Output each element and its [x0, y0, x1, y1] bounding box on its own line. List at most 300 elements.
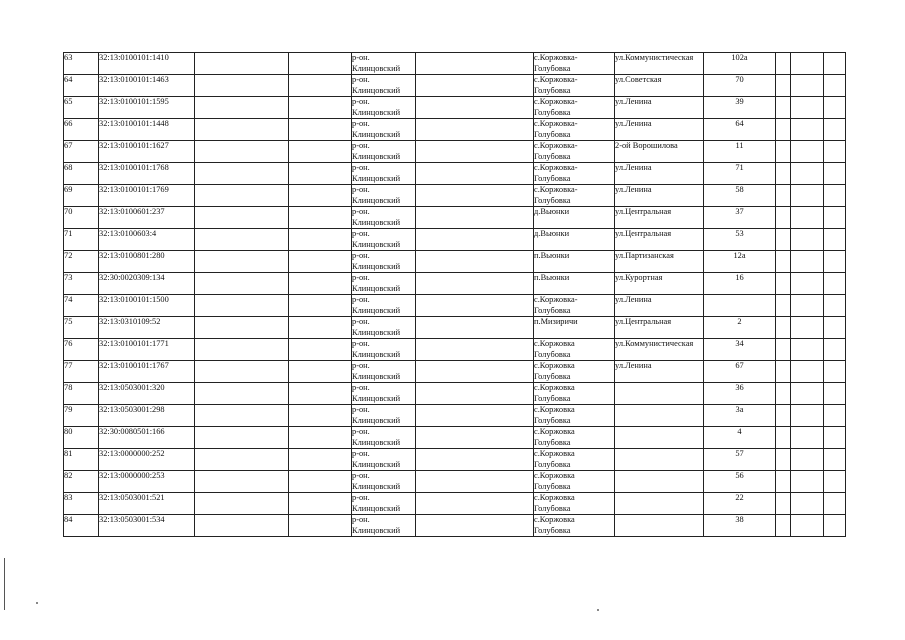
row-number: 76 — [64, 339, 73, 348]
district-cell — [352, 515, 416, 537]
empty-cell — [289, 361, 352, 383]
row-number: 71 — [64, 229, 73, 238]
cadastral-number: 32:13:0000000:252 — [99, 449, 165, 458]
empty-cell — [289, 471, 352, 493]
district-cell — [352, 383, 416, 405]
row-number-cell — [64, 75, 99, 97]
row-number: 70 — [64, 207, 73, 216]
district-name: Клинцовский — [352, 63, 401, 73]
cadastral-number: 32:13:0100101:1769 — [99, 185, 169, 194]
house-number: 36 — [735, 383, 744, 392]
empty-cell — [289, 251, 352, 273]
street-name: ул.Ленина — [615, 119, 652, 128]
cadastral-number-cell — [99, 471, 195, 493]
house-number-cell — [704, 317, 776, 339]
empty-cell — [416, 207, 534, 229]
street-cell — [615, 427, 704, 449]
cadastral-number-cell — [99, 361, 195, 383]
street-cell — [615, 97, 704, 119]
locality-cell — [534, 185, 615, 207]
empty-cell — [791, 207, 824, 229]
row-number-cell — [64, 449, 99, 471]
empty-cell — [824, 53, 846, 75]
empty-cell — [824, 273, 846, 295]
house-number-cell — [704, 493, 776, 515]
street-name: ул.Советская — [615, 75, 662, 84]
cadastral-number: 32:13:0100101:1768 — [99, 163, 169, 172]
row-number-cell — [64, 273, 99, 295]
house-number-cell — [704, 229, 776, 251]
street-cell — [615, 251, 704, 273]
row-number-cell — [64, 471, 99, 493]
cadastral-number-cell — [99, 317, 195, 339]
empty-cell — [416, 185, 534, 207]
locality-name-continued: Голубовка — [534, 173, 571, 183]
locality-cell — [534, 493, 615, 515]
empty-cell — [416, 119, 534, 141]
empty-cell — [791, 163, 824, 185]
district-cell — [352, 251, 416, 273]
empty-cell — [824, 471, 846, 493]
street-cell — [615, 405, 704, 427]
street-cell — [615, 295, 704, 317]
empty-cell — [824, 493, 846, 515]
district-name: Клинцовский — [352, 239, 401, 249]
locality-cell — [534, 339, 615, 361]
row-number: 83 — [64, 493, 73, 502]
cadastral-number: 32:13:0100101:1771 — [99, 339, 169, 348]
empty-cell — [791, 141, 824, 163]
house-number-cell — [704, 141, 776, 163]
district-name: Клинцовский — [352, 173, 401, 183]
empty-cell — [289, 229, 352, 251]
table-row — [64, 251, 846, 273]
locality-cell — [534, 383, 615, 405]
empty-cell — [195, 229, 289, 251]
cadastral-number-cell — [99, 53, 195, 75]
district-cell — [352, 493, 416, 515]
house-number: 34 — [735, 339, 744, 348]
empty-cell — [824, 317, 846, 339]
empty-cell — [195, 383, 289, 405]
cadastral-number: 32:13:0100101:1767 — [99, 361, 169, 370]
empty-cell — [824, 119, 846, 141]
empty-cell — [776, 295, 791, 317]
empty-cell — [289, 427, 352, 449]
empty-cell — [776, 273, 791, 295]
empty-cell — [776, 493, 791, 515]
row-number-cell — [64, 119, 99, 141]
district-cell — [352, 405, 416, 427]
locality-cell — [534, 141, 615, 163]
cadastral-number-cell — [99, 229, 195, 251]
house-number-cell — [704, 207, 776, 229]
row-number-cell — [64, 207, 99, 229]
empty-cell — [416, 449, 534, 471]
street-cell — [615, 75, 704, 97]
cadastral-number: 32:13:0100101:1595 — [99, 97, 169, 106]
cadastral-number-cell — [99, 185, 195, 207]
house-number: 56 — [735, 471, 744, 480]
locality-name: с.Коржовка — [534, 339, 575, 348]
empty-cell — [776, 163, 791, 185]
empty-cell — [824, 383, 846, 405]
empty-cell — [195, 207, 289, 229]
empty-cell — [416, 163, 534, 185]
district-prefix: р-он. — [352, 471, 370, 480]
empty-cell — [289, 493, 352, 515]
empty-cell — [289, 515, 352, 537]
row-number: 68 — [64, 163, 73, 172]
house-number: 2 — [737, 317, 742, 326]
locality-name: с.Коржовка — [534, 515, 575, 524]
cadastral-number: 32:13:0100801:280 — [99, 251, 165, 260]
empty-cell — [824, 361, 846, 383]
house-number: 4 — [737, 427, 742, 436]
row-number-cell — [64, 493, 99, 515]
district-cell — [352, 339, 416, 361]
empty-cell — [776, 515, 791, 537]
street-cell — [615, 471, 704, 493]
district-prefix: р-он. — [352, 119, 370, 128]
cadastral-number-cell — [99, 295, 195, 317]
empty-cell — [824, 515, 846, 537]
empty-cell — [195, 405, 289, 427]
empty-cell — [416, 53, 534, 75]
district-prefix: р-он. — [352, 185, 370, 194]
cadastral-number: 32:13:0100603:4 — [99, 229, 157, 238]
house-number-cell — [704, 185, 776, 207]
district-prefix: р-он. — [352, 295, 370, 304]
district-prefix: р-он. — [352, 273, 370, 282]
table-row — [64, 405, 846, 427]
empty-cell — [195, 185, 289, 207]
cadastral-number-cell — [99, 339, 195, 361]
table-row — [64, 207, 846, 229]
locality-cell — [534, 273, 615, 295]
district-cell — [352, 229, 416, 251]
cadastral-number: 32:13:0503001:320 — [99, 383, 165, 392]
table-row — [64, 75, 846, 97]
district-prefix: р-он. — [352, 141, 370, 150]
empty-cell — [776, 119, 791, 141]
empty-cell — [791, 97, 824, 119]
empty-cell — [289, 75, 352, 97]
empty-cell — [195, 163, 289, 185]
empty-cell — [289, 405, 352, 427]
cadastral-number: 32:13:0100101:1463 — [99, 75, 169, 84]
row-number: 66 — [64, 119, 73, 128]
locality-cell — [534, 251, 615, 273]
house-number-cell — [704, 273, 776, 295]
district-name: Клинцовский — [352, 129, 401, 139]
locality-name: с.Коржовка- — [534, 119, 578, 128]
row-number-cell — [64, 515, 99, 537]
locality-name-continued: Голубовка — [534, 481, 571, 491]
cadastral-number: 32:13:0503001:534 — [99, 515, 165, 524]
empty-cell — [416, 229, 534, 251]
district-name: Клинцовский — [352, 349, 401, 359]
empty-cell — [824, 295, 846, 317]
row-number: 78 — [64, 383, 73, 392]
cadastral-number-cell — [99, 405, 195, 427]
house-number-cell — [704, 339, 776, 361]
locality-name: с.Коржовка — [534, 427, 575, 436]
district-name: Клинцовский — [352, 503, 401, 513]
empty-cell — [791, 273, 824, 295]
street-name: ул.Центральная — [615, 207, 672, 216]
empty-cell — [791, 361, 824, 383]
locality-cell — [534, 449, 615, 471]
district-name: Клинцовский — [352, 305, 401, 315]
cadastral-number: 32:30:0020309:134 — [99, 273, 165, 282]
district-cell — [352, 163, 416, 185]
street-cell — [615, 493, 704, 515]
row-number-cell — [64, 317, 99, 339]
district-cell — [352, 427, 416, 449]
street-cell — [615, 163, 704, 185]
locality-name: с.Коржовка- — [534, 295, 578, 304]
locality-name: с.Коржовка — [534, 383, 575, 392]
row-number-cell — [64, 251, 99, 273]
locality-cell — [534, 405, 615, 427]
empty-cell — [416, 251, 534, 273]
empty-cell — [289, 295, 352, 317]
table-row — [64, 273, 846, 295]
district-prefix: р-он. — [352, 449, 370, 458]
empty-cell — [776, 207, 791, 229]
house-number-cell — [704, 471, 776, 493]
street-name: 2-ой Ворошилова — [615, 141, 678, 150]
district-prefix: р-он. — [352, 427, 370, 436]
cadastral-number-cell — [99, 251, 195, 273]
empty-cell — [195, 515, 289, 537]
street-name: ул.Центральная — [615, 317, 672, 326]
house-number-cell — [704, 119, 776, 141]
house-number: 71 — [735, 163, 744, 172]
locality-cell — [534, 515, 615, 537]
empty-cell — [791, 75, 824, 97]
row-number-cell — [64, 229, 99, 251]
cadastral-number: 32:13:0100101:1410 — [99, 53, 169, 62]
empty-cell — [776, 185, 791, 207]
row-number: 81 — [64, 449, 73, 458]
row-number-cell — [64, 163, 99, 185]
locality-cell — [534, 163, 615, 185]
cadastral-number: 32:13:0000000:253 — [99, 471, 165, 480]
district-name: Клинцовский — [352, 393, 401, 403]
empty-cell — [791, 515, 824, 537]
empty-cell — [776, 361, 791, 383]
locality-cell — [534, 53, 615, 75]
house-number: 22 — [735, 493, 744, 502]
street-cell — [615, 317, 704, 339]
locality-name-continued: Голубовка — [534, 107, 571, 117]
street-name: ул.Курортная — [615, 273, 663, 282]
empty-cell — [776, 471, 791, 493]
empty-cell — [824, 229, 846, 251]
district-prefix: р-он. — [352, 97, 370, 106]
empty-cell — [195, 97, 289, 119]
house-number-cell — [704, 251, 776, 273]
empty-cell — [195, 493, 289, 515]
row-number-cell — [64, 339, 99, 361]
table-row — [64, 471, 846, 493]
cadastral-number-cell — [99, 75, 195, 97]
table-row — [64, 141, 846, 163]
empty-cell — [195, 75, 289, 97]
row-number: 74 — [64, 295, 73, 304]
house-number: 53 — [735, 229, 744, 238]
locality-name: с.Коржовка- — [534, 185, 578, 194]
empty-cell — [416, 75, 534, 97]
street-name: ул.Центральная — [615, 229, 672, 238]
house-number: 38 — [735, 515, 744, 524]
cadastral-number: 32:13:0100101:1500 — [99, 295, 169, 304]
row-number: 77 — [64, 361, 73, 370]
table-row — [64, 163, 846, 185]
empty-cell — [416, 493, 534, 515]
locality-cell — [534, 97, 615, 119]
row-number-cell — [64, 405, 99, 427]
empty-cell — [416, 427, 534, 449]
table-row — [64, 317, 846, 339]
row-number: 65 — [64, 97, 73, 106]
table-row — [64, 361, 846, 383]
row-number: 82 — [64, 471, 73, 480]
empty-cell — [416, 339, 534, 361]
empty-cell — [776, 53, 791, 75]
cadastral-number-cell — [99, 207, 195, 229]
locality-name: с.Коржовка- — [534, 97, 578, 106]
locality-cell — [534, 295, 615, 317]
cadastral-number-cell — [99, 141, 195, 163]
cadastral-number: 32:13:0100101:1627 — [99, 141, 169, 150]
empty-cell — [824, 185, 846, 207]
locality-name: п.Вьюнки — [534, 251, 570, 260]
district-cell — [352, 185, 416, 207]
table-row — [64, 427, 846, 449]
street-cell — [615, 185, 704, 207]
district-prefix: р-он. — [352, 163, 370, 172]
empty-cell — [776, 427, 791, 449]
house-number: 102а — [731, 53, 748, 62]
house-number-cell — [704, 361, 776, 383]
empty-cell — [289, 449, 352, 471]
empty-cell — [416, 295, 534, 317]
empty-cell — [791, 119, 824, 141]
house-number-cell — [704, 405, 776, 427]
empty-cell — [195, 449, 289, 471]
locality-name-continued: Голубовка — [534, 503, 571, 513]
table-row — [64, 493, 846, 515]
empty-cell — [791, 53, 824, 75]
street-cell — [615, 449, 704, 471]
district-name: Клинцовский — [352, 195, 401, 205]
house-number-cell — [704, 75, 776, 97]
margin-line — [4, 558, 5, 610]
street-name: ул.Ленина — [615, 97, 652, 106]
locality-name-continued: Голубовка — [534, 459, 571, 469]
table-row — [64, 515, 846, 537]
district-prefix: р-он. — [352, 339, 370, 348]
empty-cell — [791, 229, 824, 251]
empty-cell — [195, 119, 289, 141]
house-number: 12а — [733, 251, 746, 260]
district-prefix: р-он. — [352, 405, 370, 414]
locality-name: с.Коржовка- — [534, 53, 578, 62]
row-number-cell — [64, 295, 99, 317]
street-name: ул.Партизанская — [615, 251, 674, 260]
street-name: ул.Ленина — [615, 295, 652, 304]
street-cell — [615, 361, 704, 383]
district-name: Клинцовский — [352, 459, 401, 469]
street-cell — [615, 53, 704, 75]
house-number: 70 — [735, 75, 744, 84]
row-number: 84 — [64, 515, 73, 524]
empty-cell — [289, 97, 352, 119]
empty-cell — [289, 53, 352, 75]
district-name: Клинцовский — [352, 371, 401, 381]
district-name: Клинцовский — [352, 283, 401, 293]
street-cell — [615, 273, 704, 295]
district-prefix: р-он. — [352, 493, 370, 502]
row-number: 75 — [64, 317, 73, 326]
house-number: 37 — [735, 207, 744, 216]
empty-cell — [791, 295, 824, 317]
row-number: 72 — [64, 251, 73, 260]
empty-cell — [776, 405, 791, 427]
house-number-cell — [704, 449, 776, 471]
district-name: Клинцовский — [352, 85, 401, 95]
empty-cell — [824, 163, 846, 185]
empty-cell — [195, 361, 289, 383]
scan-speck — [597, 609, 599, 611]
empty-cell — [195, 251, 289, 273]
district-cell — [352, 317, 416, 339]
cadastral-number-cell — [99, 515, 195, 537]
district-cell — [352, 295, 416, 317]
locality-name: с.Коржовка- — [534, 163, 578, 172]
row-number: 63 — [64, 53, 73, 62]
district-prefix: р-он. — [352, 75, 370, 84]
locality-name: п.Мизиричи — [534, 317, 578, 326]
district-name: Клинцовский — [352, 437, 401, 447]
empty-cell — [416, 273, 534, 295]
table-row — [64, 339, 846, 361]
locality-name-continued: Голубовка — [534, 151, 571, 161]
row-number: 64 — [64, 75, 73, 84]
table-row — [64, 119, 846, 141]
house-number: 58 — [735, 185, 744, 194]
district-prefix: р-он. — [352, 515, 370, 524]
locality-cell — [534, 229, 615, 251]
locality-name-continued: Голубовка — [534, 349, 571, 359]
empty-cell — [791, 449, 824, 471]
empty-cell — [791, 405, 824, 427]
locality-name: с.Коржовка — [534, 361, 575, 370]
cadastral-number-cell — [99, 493, 195, 515]
table-row — [64, 229, 846, 251]
row-number-cell — [64, 141, 99, 163]
house-number-cell — [704, 163, 776, 185]
locality-name-continued: Голубовка — [534, 63, 571, 73]
district-prefix: р-он. — [352, 229, 370, 238]
cadastral-number-cell — [99, 119, 195, 141]
empty-cell — [416, 515, 534, 537]
locality-name-continued: Голубовка — [534, 437, 571, 447]
district-cell — [352, 75, 416, 97]
